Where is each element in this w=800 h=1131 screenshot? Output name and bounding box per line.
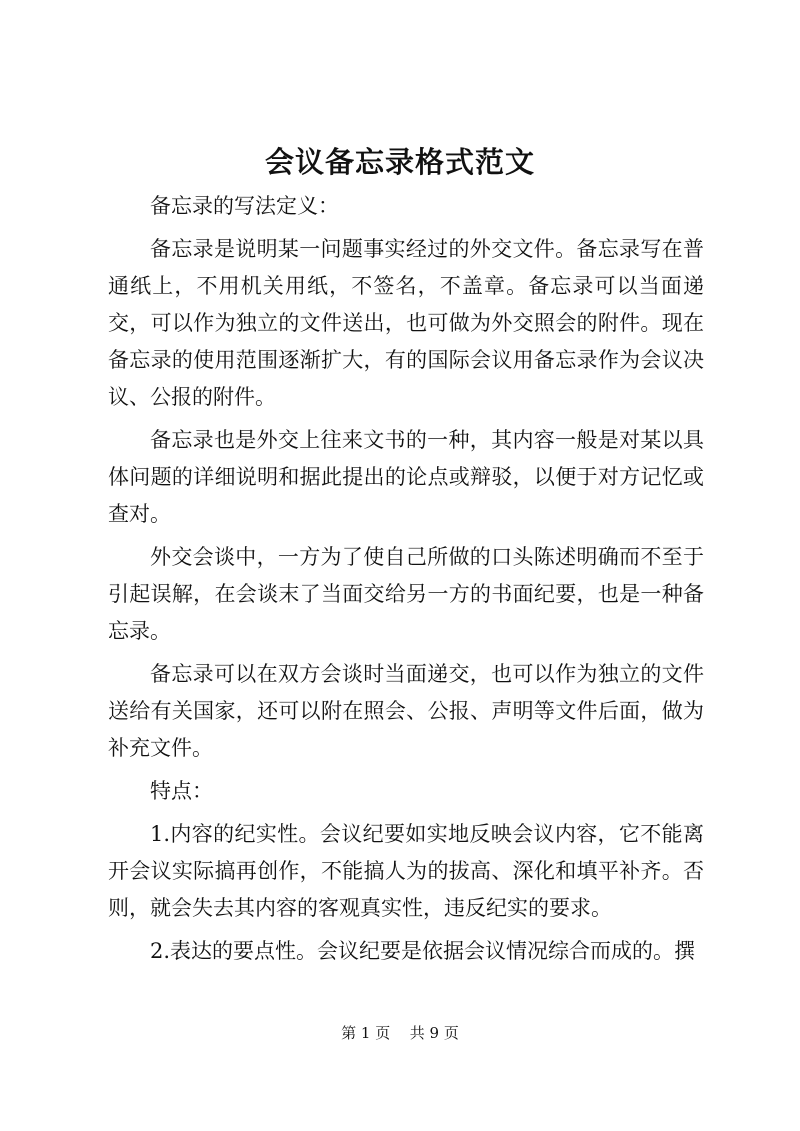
paragraph: 备忘录的写法定义： — [150, 194, 339, 218]
paragraph: 备忘录也是外交上往来文书的一种，其内容一般是对某以具体问题的详细说明和据此提出的论点或辩驳，以便于对方记忆或查对。 — [108, 428, 704, 526]
paragraph: 外交会谈中，一方为了使自己所做的口头陈述明确而不至于引起误解，在会谈末了当面交给另一方的书面纪要，也是一种备忘录。 — [108, 545, 704, 643]
paragraph: 1.内容的纪实性。会议纪要如实地反映会议内容，它不能离开会议实际搞再创作，不能搞人为的拔高、深化和填平补齐。否则，就会失去其内容的客观真实性，违反纪实的要求。 — [108, 822, 704, 920]
document-body — [108, 188, 704, 976]
paragraph: 备忘录是说明某一问题事实经过的外交文件。备忘录写在普通纸上，不用机关用纸，不签名，不盖章。备忘录可以当面递交，可以作为独立的文件送出，也可做为外交照会的附件。现在备忘录的使用范围逐渐扩大，有的国际会议用备忘录作为会议决议、公报的附件。 — [108, 237, 704, 409]
page-number: 第 1 页 — [341, 1024, 391, 1042]
page-footer — [0, 1022, 800, 1043]
paragraph: 备忘录可以在双方会谈时当面递交，也可以作为独立的文件送给有关国家，还可以附在照会、公报、声明等文件后面，做为补充文件。 — [108, 662, 704, 760]
paragraph: 特点： — [150, 779, 213, 803]
document-title: 会议备忘录格式范文 — [264, 145, 535, 179]
page-total: 共 9 页 — [409, 1024, 459, 1042]
paragraph: 2.表达的要点性。会议纪要是依据会议情况综合而成的。撰 — [150, 939, 696, 963]
